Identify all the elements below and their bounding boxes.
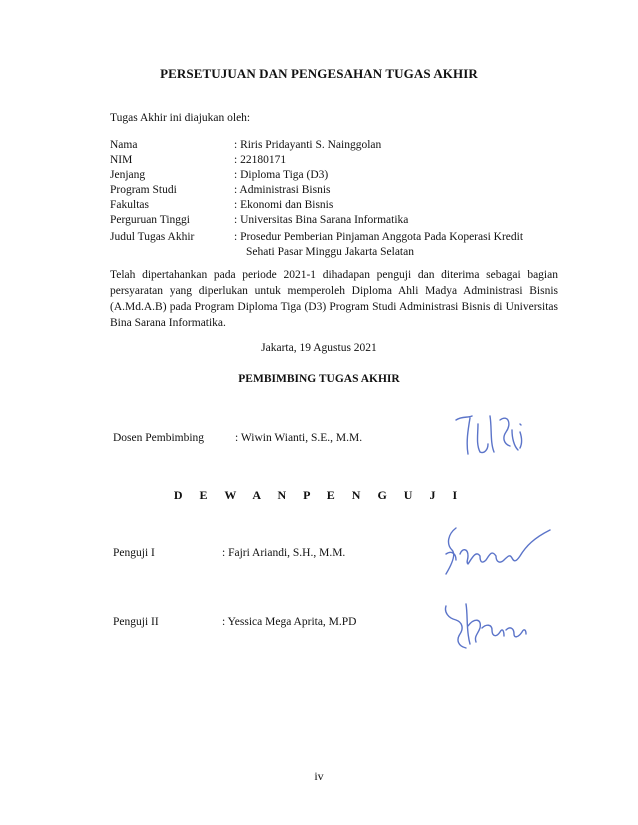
page-title: PERSETUJUAN DAN PENGESAHAN TUGAS AKHIR: [160, 66, 478, 81]
examiner-1-value: : Fajri Ariandi, S.H., M.M.: [222, 547, 346, 559]
field-label-fakultas: Fakultas: [110, 199, 149, 211]
field-value-nama: : Riris Pridayanti S. Nainggolan: [234, 139, 382, 151]
field-value-judul-line2: Sehati Pasar Minggu Jakarta Selatan: [246, 246, 414, 258]
approval-paragraph: Telah dipertahankan pada periode 2021-1 dihadapan penguji dan diterima sebagai bagian persyaratan yang diperlukan untuk memperoleh Diploma Ahli Madya Administrasi Bisnis (A.Md.A.B) pada Program Diploma Tiga (D3) Program Studi Administrasi Bisnis di Universitas Bina Sarana Informatika.: [110, 269, 558, 329]
intro-text: Tugas Akhir ini diajukan oleh:: [110, 112, 251, 124]
field-value-perguruan-tinggi: : Universitas Bina Sarana Informatika: [234, 214, 409, 226]
examiner-2-signature: [440, 598, 540, 658]
examiner-1-signature: [438, 520, 558, 582]
field-label-perguruan-tinggi: Perguruan Tinggi: [110, 214, 190, 226]
approval-date: Jakarta, 19 Agustus 2021: [261, 342, 377, 354]
field-label-judul: Judul Tugas Akhir: [110, 231, 195, 243]
field-label-nim: NIM: [110, 154, 133, 166]
examiner-2-value: : Yessica Mega Aprita, M.PD: [222, 616, 357, 628]
field-value-jenjang: : Diploma Tiga (D3): [234, 169, 329, 181]
field-value-judul: : Prosedur Pemberian Pinjaman Anggota Pada Koperasi Kredit: [234, 231, 524, 243]
examiners-heading: D E W A N P E N G U J I: [173, 488, 465, 502]
advisor-label: Dosen Pembimbing: [113, 432, 205, 444]
examiner-2-label: Penguji II: [113, 616, 159, 628]
field-value-nim: : 22180171: [234, 154, 287, 166]
advisor-signature: [448, 410, 548, 462]
field-label-nama: Nama: [110, 139, 138, 151]
field-label-program-studi: Program Studi: [110, 184, 177, 196]
field-value-program-studi: : Administrasi Bisnis: [234, 184, 331, 196]
field-label-jenjang: Jenjang: [110, 169, 146, 181]
advisor-value: : Wiwin Wianti, S.E., M.M.: [235, 432, 363, 444]
page-number: iv: [314, 769, 324, 783]
examiner-1-label: Penguji I: [113, 547, 155, 559]
field-value-fakultas: : Ekonomi dan Bisnis: [234, 199, 334, 211]
advisor-heading: PEMBIMBING TUGAS AKHIR: [238, 373, 400, 385]
